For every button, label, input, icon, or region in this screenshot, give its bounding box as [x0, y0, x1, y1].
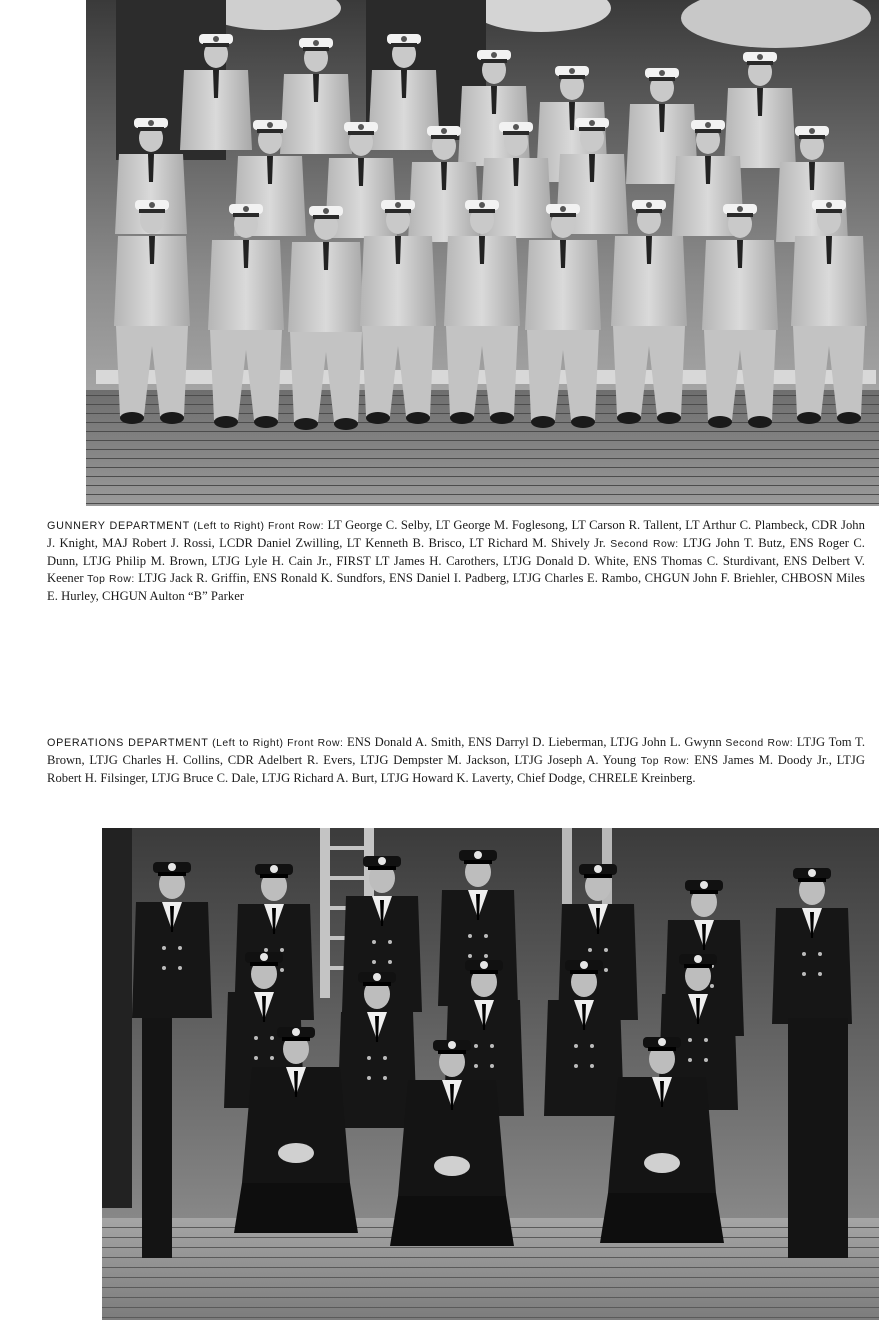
operations-front-row-names: ENS Donald A. Smith, ENS Darryl D. Lieberman, LTJG John L. Gwynn	[347, 735, 722, 749]
operations-second-row-names: LTJG Tom T. Brown, LTJG Charles H. Collins, CDR Adelbert R. Evers, LTJG Dempster M. Jackson, LTJG Joseph A. Young	[47, 735, 866, 767]
operations-department-title: OPERATIONS DEPARTMENT	[47, 737, 209, 749]
operations-direction-label: (Left to Right)	[212, 738, 284, 749]
gunnery-second-row-label: Second Row:	[610, 539, 679, 550]
gunnery-top-row-label: Top Row:	[87, 574, 135, 585]
gunnery-front-row-names: LT George C. Selby, LT George M. Foglesong, LT Carson R. Tallent, LT Arthur C. Plambeck, CDR John J. Knight, MAJ Robert J. Rossi, LCDR Daniel Zwilling, LT Kenneth B. Brisco, LT Richard M. Shively Jr.	[47, 518, 866, 550]
operations-front-row-label: Front Row:	[287, 738, 344, 749]
operations-top-row-label: Top Row:	[640, 756, 690, 767]
gunnery-department-photo	[86, 0, 879, 506]
gunnery-direction-label: (Left to Right)	[193, 521, 265, 532]
gunnery-department-title: GUNNERY DEPARTMENT	[47, 520, 190, 532]
operations-caption	[47, 734, 865, 787]
operations-second-row-label: Second Row:	[725, 738, 794, 749]
gunnery-top-row-names: LTJG Jack R. Griffin, ENS Ronald K. Sundfors, ENS Daniel I. Padberg, LTJG Charles E. Rambo, CHGUN John F. Briehler, CHBOSN Miles E. Hurley, CHGUN Aulton “B” Parker	[47, 571, 866, 603]
operations-top-row-names: ENS James M. Doody Jr., LTJG Robert H. Filsinger, LTJG Bruce C. Dale, LTJG Richard A. Burt, LTJG Howard K. Laverty, Chief Dodge, CHRELE Kreinberg.	[47, 753, 866, 785]
gunnery-caption	[47, 517, 865, 605]
gunnery-front-row-label: Front Row:	[267, 521, 325, 532]
gunnery-second-row-names: LTJG John T. Butz, ENS Roger C. Dunn, LTJG Philip M. Brown, LTJG Lyle H. Cain Jr., FIRST LT James H. Carothers, LTJG Donald D. White, ENS Thomas C. Sturdivant, ENS Delbert V. Keener	[47, 536, 865, 585]
operations-department-photo	[102, 828, 879, 1320]
